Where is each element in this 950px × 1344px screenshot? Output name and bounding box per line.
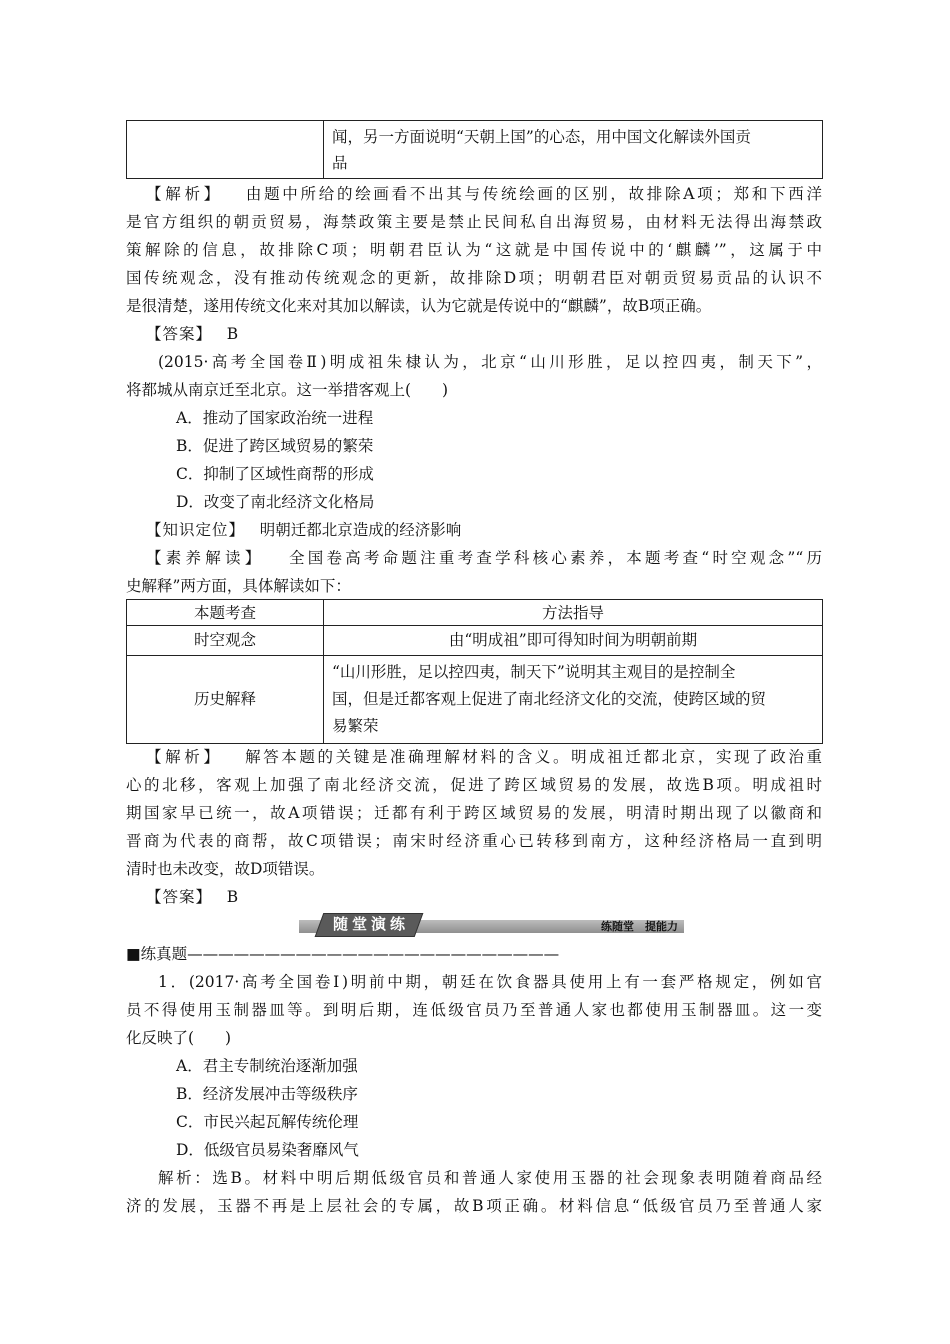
method-table bbox=[126, 599, 823, 744]
analysis1-line-1: 【解析】 由题中所给的绘画看不出其与传统绘画的区别，故排除A项；郑和下西洋 bbox=[146, 185, 822, 203]
method-table-header-2: 方法指导 bbox=[324, 600, 823, 626]
continuation-table-empty-cell bbox=[127, 121, 324, 179]
practice-q1-option-b: B．经济发展冲击等级秩序 bbox=[176, 1085, 358, 1103]
section-banner bbox=[299, 913, 684, 935]
practice-q1-line-2: 员不得使用玉制器皿等。到明后期，连低级官员乃至普通人家也都使用玉制器皿。这一变 bbox=[126, 1001, 822, 1019]
continuation-line-2: 品 bbox=[332, 153, 348, 172]
answer2 bbox=[146, 886, 238, 908]
analysis2-line-5: 清时也未改变，故D项错误。 bbox=[126, 860, 325, 878]
literacy-line-2: 史解释”两方面，具体解读如下： bbox=[126, 577, 351, 595]
continuation-line-1: 闻，另一方面说明“天朝上国”的心态，用中国文化解读外国贡 bbox=[332, 127, 751, 146]
analysis1-line-3: 策解除的信息，故排除C项；明朝君臣认为“这就是中国传说中的‘麒麟’”，这属于中 bbox=[126, 241, 822, 259]
practice-heading: ■练真题———————————————————————— bbox=[126, 945, 560, 963]
practice-q1-analysis-line-1: 解析：选B。材料中明后期低级官员和普通人家使用玉器的社会现象表明随着商品经 bbox=[158, 1169, 822, 1187]
literacy-tag: 【素养解读】 bbox=[146, 549, 265, 567]
banner-subtitle: 练随堂 提能力 bbox=[601, 920, 678, 933]
practice-q1-option-a: A．君主专制统治逐渐加强 bbox=[176, 1057, 358, 1075]
answer-value: B bbox=[226, 325, 239, 343]
question2-option-d: D．改变了南北经济文化格局 bbox=[176, 493, 375, 511]
literacy-line-1: 【素养解读】 全国卷高考命题注重考查学科核心素养，本题考查“时空观念”“历 bbox=[146, 549, 822, 567]
answer-tag: 【答案】 bbox=[146, 325, 213, 343]
question2-option-a: A．推动了国家政治统一进程 bbox=[176, 409, 374, 427]
continuation-table bbox=[126, 120, 823, 179]
continuation-table-text-cell bbox=[324, 121, 823, 179]
analysis2-line-4: 晋商为代表的商帮，故C项错误；南宋时经济重心已转移到南方，这种经济格局一直到明 bbox=[126, 832, 822, 850]
analysis-tag: 【解析】 bbox=[146, 185, 223, 203]
analysis2-line-3: 期国家早已统一，故A项错误；迁都有利于跨区域贸易的发展，明清时期出现了以徽商和 bbox=[126, 804, 822, 822]
analysis2-line-2: 心的北移，客观上加强了南北经济交流，促进了跨区域贸易的发展，故选B项。明成祖时 bbox=[126, 776, 822, 794]
practice-q1-option-d: D．低级官员易染奢靡风气 bbox=[176, 1141, 359, 1159]
practice-q1-analysis-line-2: 济的发展，玉器不再是上层社会的专属，故B项正确。材料信息“低级官员乃至普通人家 bbox=[126, 1197, 822, 1215]
analysis1-line-4: 国传统观念，没有推动传统观念的更新，故排除D项；明朝君臣对朝贡贸易贡品的认识不 bbox=[126, 269, 822, 287]
answer2-tag: 【答案】 bbox=[146, 888, 213, 906]
practice-q1-line-3: 化反映了( ) bbox=[126, 1029, 232, 1047]
analysis1-line-2: 是官方组织的朝贡贸易，海禁政策主要是禁止民间私自出海贸易，由材料无法得出海禁政 bbox=[126, 213, 822, 231]
practice-q1-option-c: C．市民兴起瓦解传统伦理 bbox=[176, 1113, 359, 1131]
knowledge-tag: 【知识定位】 bbox=[146, 521, 246, 539]
practice-q1-line-1: 1．(2017·高考全国卷Ⅰ)明前中期，朝廷在饮食器具使用上有一套严格规定，例如官 bbox=[158, 973, 822, 991]
analysis2-tag: 【解析】 bbox=[146, 748, 223, 766]
answer2-value: B bbox=[226, 888, 239, 906]
question2-option-b: B．促进了跨区域贸易的繁荣 bbox=[176, 437, 374, 455]
banner-title: 随堂演练 bbox=[332, 915, 409, 933]
knowledge-position: 【知识定位】 明朝迁都北京造成的经济影响 bbox=[146, 521, 462, 539]
answer1 bbox=[146, 323, 238, 345]
method-table-row2-left: 历史解释 bbox=[127, 656, 324, 744]
method-table-row1-right: 由“明成祖”即可得知时间为明朝前期 bbox=[324, 626, 823, 656]
question2-line-2: 将都城从南京迁至北京。这一举措客观上( ) bbox=[126, 381, 449, 399]
method-table-row2-right: “山川形胜，足以控四夷，制天下”说明其主观目的是控制全 国，但是迁都客观上促进了南北经济文化的交流，使跨区域的贸 易繁荣 bbox=[324, 656, 823, 744]
question2-line-1: (2015·高考全国卷Ⅱ)明成祖朱棣认为，北京“山川形胜，足以控四夷，制天下”， bbox=[158, 353, 822, 371]
method-table-header-1: 本题考查 bbox=[127, 600, 324, 626]
method-table-row1-left: 时空观念 bbox=[127, 626, 324, 656]
question2-option-c: C．抑制了区域性商帮的形成 bbox=[176, 465, 374, 483]
analysis2-line-1: 【解析】 解答本题的关键是准确理解材料的含义。明成祖迁都北京，实现了政治重 bbox=[146, 748, 822, 766]
analysis1-line-5: 是很清楚，遂用传统文化来对其加以解读，认为它就是传说中的“麒麟”，故B项正确。 bbox=[126, 297, 712, 315]
